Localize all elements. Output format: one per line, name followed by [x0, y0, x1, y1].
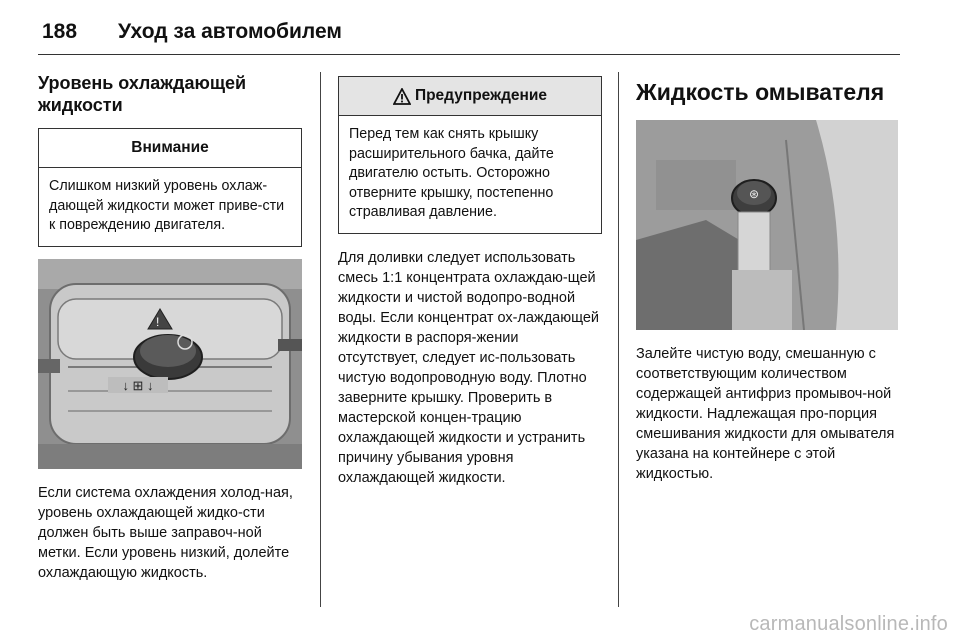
warning-triangle-icon	[393, 88, 411, 105]
column-coolant-continued	[338, 76, 602, 488]
caution-heading: Внимание	[39, 129, 301, 168]
washer-body-text: Залейте чистую воду, смешанную с соответствующим количеством содержащей антифриз промывоч-ной жидкости. Надлежащая про-порция смешивания жидкости для омывателя указана на контейнере с этой жидкостью.	[636, 346, 895, 482]
coolant-reservoir-illustration	[38, 259, 302, 469]
washer-reservoir-illustration	[636, 120, 898, 330]
column-divider	[320, 72, 321, 607]
coolant-body-text: Если система охлаждения холод-ная, уровень охлаждающей жидко-сти должен быть выше заправоч-ной метки. Если уровень низкий, долейте охлаждающую жидкость.	[38, 484, 293, 581]
svg-text:!: !	[156, 314, 160, 329]
column-coolant	[38, 72, 302, 583]
coolant-reservoir-photo	[38, 259, 302, 469]
warning-box	[338, 76, 602, 234]
coolant-refill-text: Для доливки следует использовать смесь 1:1 концентрата охлаждаю-щей жидкости и чистой водопро-водной воды. Если концентрат ох-лаждающей жидкости в распоря-жении отсутствует, следует ис-пользовать чистую водопроводную воду. Плотно заверните крышку. Проверить в мастерской концен-трацию охлаждающей жидкости и устранить причину убывания уровня охлаждающей жидкости.	[338, 249, 600, 486]
column-washer	[636, 72, 898, 484]
warning-heading: Предупреждение	[414, 87, 548, 104]
svg-text:⊛: ⊛	[748, 187, 760, 201]
washer-fluid-reservoir-photo	[636, 120, 898, 330]
watermark: carmanualsonline.info	[749, 613, 948, 635]
warning-text: Перед тем как снять крышку расширительного бачка, дайте двигателю остыть. Осторожно отверните крышку, постепенно стравливая давление.	[349, 126, 554, 220]
chapter-title: Уход за автомобилем	[118, 20, 342, 43]
section-title-washer: Жидкость омывателя	[636, 79, 885, 105]
page-number: 188	[42, 20, 78, 43]
column-divider	[618, 72, 619, 607]
section-title-coolant: Уровень охлаждающей жидкости	[38, 73, 247, 115]
warning-heading-bar	[339, 77, 601, 116]
svg-text:↓ ⊞ ↓: ↓ ⊞ ↓	[122, 377, 154, 393]
page-header	[38, 14, 900, 55]
caution-box	[38, 128, 302, 247]
caution-text: Слишком низкий уровень охлаж-дающей жидкости может приве-сти к повреждению двигателя.	[49, 178, 285, 233]
